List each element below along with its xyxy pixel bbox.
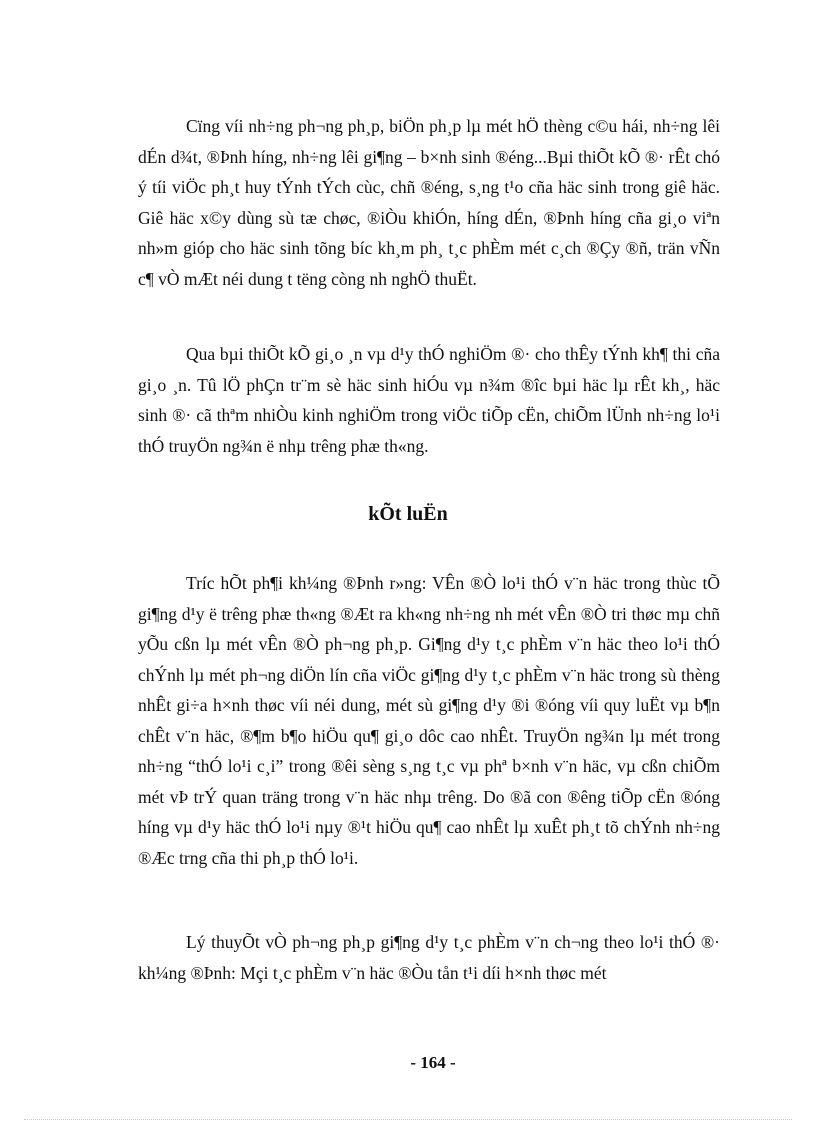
body-text-top: [138, 111, 720, 294]
paragraph: Lý thuyÕt vÒ ph¬ng ph¸p gi¶ng d¹y t¸c phÈm v¨n ch¬ng theo lo¹i thÓ ®· kh¼ng ®Þnh: Mçi t¸c phÈm v¨n häc ®Òu tån t¹i díi h×nh thøc mét: [138, 932, 720, 983]
section-heading: kÕt luËn: [368, 503, 448, 525]
paragraph: Qua bµi thiÕt kÕ gi¸o ¸n vµ d¹y thÓ nghiÖm ®· cho thÊy tÝnh kh¶ thi cña gi¸o ¸n. Tû lÖ phÇn tr¨m sè häc sinh hiÓu vµ n¾m ®îc bµi häc lµ rÊt kh¸, häc sinh ®· cã thªm nhiÒu kinh nghiÖm trong viÖc tiÕp cËn, chiÕm lÜnh nh÷ng lo¹i thÓ truyÖn ng¾n ë nhµ trêng phæ th«ng.: [138, 344, 720, 456]
page-bottom-divider: [24, 1119, 792, 1120]
body-text-top-2: [138, 339, 720, 461]
page-number: - 164 -: [410, 1053, 456, 1072]
paragraph: Tríc hÕt ph¶i kh¼ng ®Þnh r»ng: VÊn ®Ò lo¹i thÓ v¨n häc trong thùc tÕ gi¶ng d¹y ë trêng phæ th«ng ®Æt ra kh«ng nh÷ng nh mét vÊn ®Ò tri thøc mµ chñ yÕu cßn lµ mét vÊn ®Ò ph¬ng ph¸p. Gi¶ng d¹y t¸c phÈm v¨n häc theo lo¹i thÓ chÝnh lµ mét ph¬ng diÖn lín cña viÖc gi¶ng d¹y t¸c phÈm v¨n häc trong sù thèng nhÊt gi÷a h×nh thøc víi néi dung, mét sù gi¶ng d¹y ®i ®óng víi quy luËt vµ b¶n chÊt v¨n häc, ®¶m b¶o hiÖu qu¶ gi¸o dôc cao nhÊt. TruyÖn ng¾n lµ mét trong nh÷ng “thÓ lo¹i c¸i” trong ®êi sèng s¸ng t¸c vµ phª b×nh v¨n häc, vµ cßn chiÕm mét vÞ trÝ quan träng trong v¨n häc nhµ trêng. Do ®ã con ®êng tiÕp cËn ®óng híng vµ d¹y häc thÓ lo¹i nµy ®¹t hiÖu qu¶ cao nhÊt lµ xuÊt ph¸t tõ chÝnh nh÷ng ®Æc trng cña thi ph¸p thÓ lo¹i.: [138, 573, 720, 868]
body-text-conclusion-2: [138, 927, 720, 988]
paragraph: Cïng víi nh÷ng ph¬ng ph¸p, biÖn ph¸p lµ mét hÖ thèng c©u hái, nh÷ng lêi dÉn d¾t, ®Þnh híng, nh÷ng lêi gi¶ng – b×nh sinh ®éng...Bµi thiÕt kÕ ®· rÊt chó ý tíi viÖc ph¸t huy tÝnh tÝch cùc, chñ ®éng, s¸ng t¹o cña häc sinh trong giê häc. Giê häc x©y dùng sù tæ chøc, ®iÒu khiÓn, híng dÉn, ®Þnh híng cña gi¸o viªn nh»m gióp cho häc sinh tõng bíc kh¸m ph¸ t¸c phÈm mét c¸ch ®Çy ®ñ, trän vÑn c¶ vÒ mÆt néi dung t tëng còng nh nghÖ thuËt.: [138, 116, 720, 289]
body-text-conclusion: [138, 568, 720, 873]
